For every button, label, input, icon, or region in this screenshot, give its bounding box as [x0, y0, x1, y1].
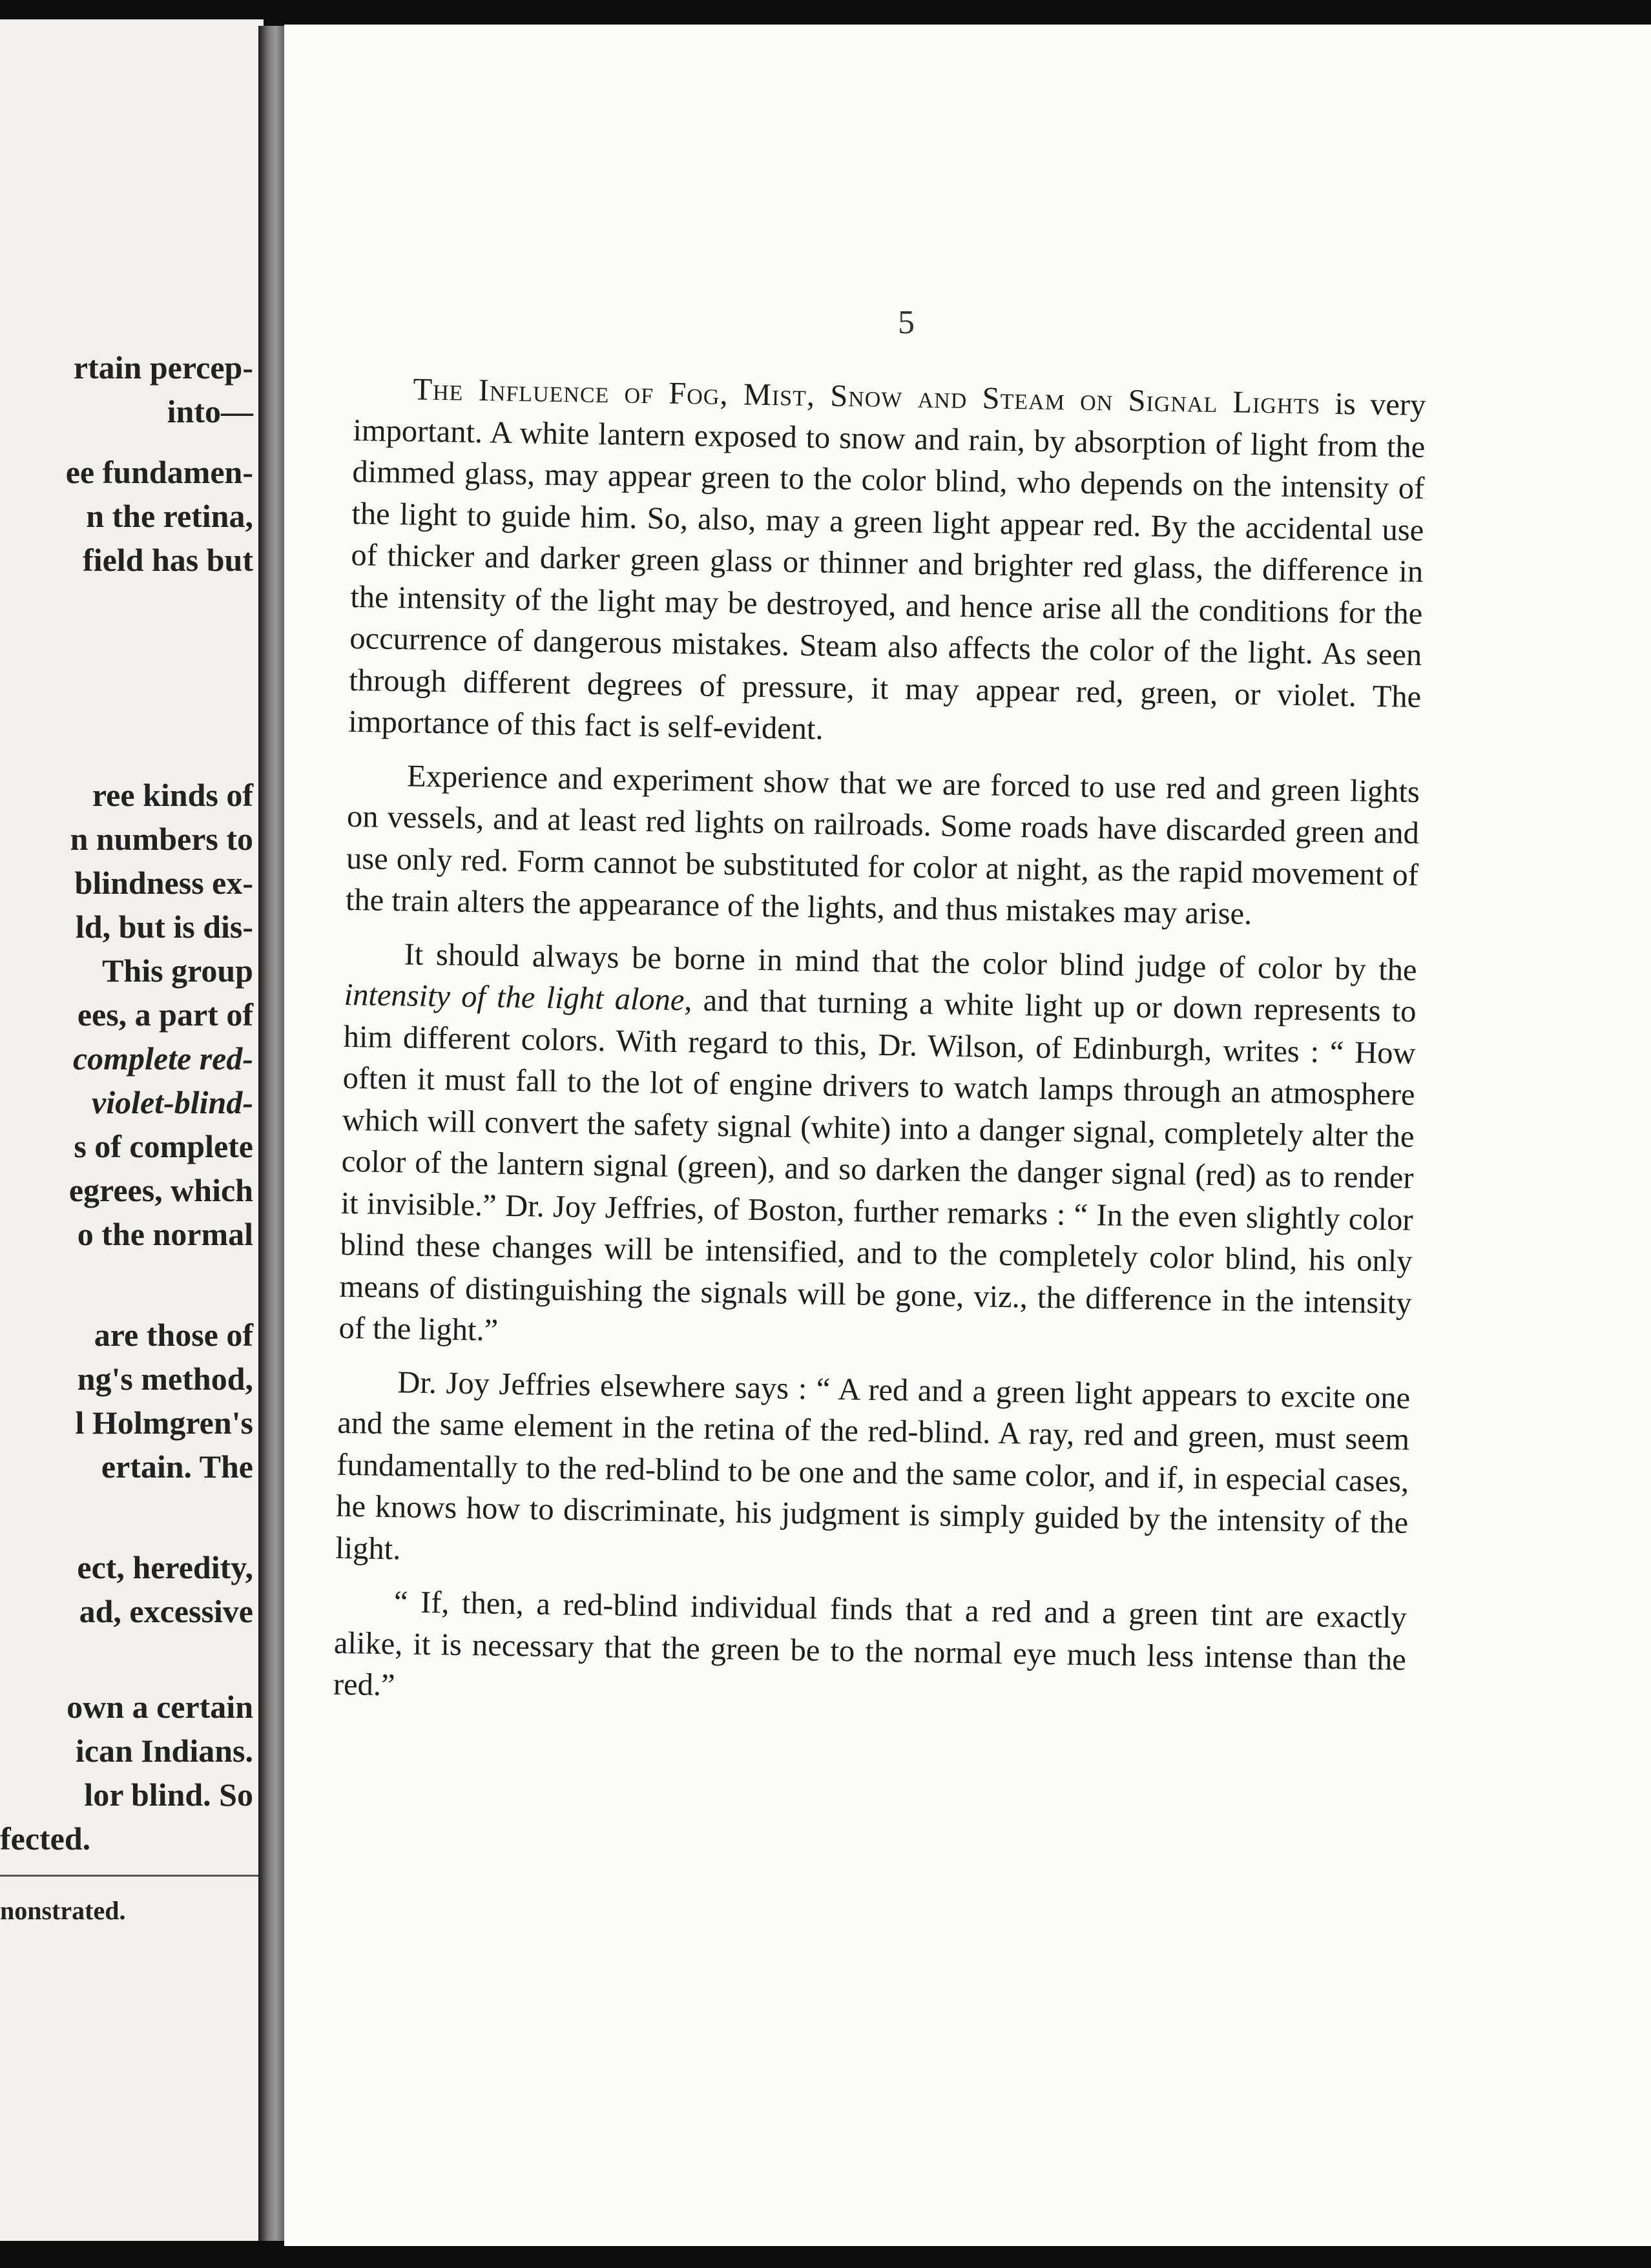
paragraph-1-text: is very important. A white lantern exposed to snow and rain, by absorption of light from the dimmed glass, may appear green to the color blind, who depends on the intensity of the light to guide him. So, also, may a green light appear red. By the accidental use of thicker and darker green glass or thinner and brighter red glass, the difference in the intensity of the light may be destroyed, and hence arise all the conditions for the occurrence of dangerous mistakes. Steam also affects the color of the light. As seen through different degrees of pressure, it may appear red, green, or violet. The importance of this fact is self-evident.	[348, 386, 1426, 747]
left-line: ican Indians.	[75, 1733, 253, 1769]
paragraph-5: “ If, then, a red-blind individual finds that a red and a green tint are exactly alike, it is necessary that the green be to the normal eye much less intense than the red.”	[333, 1585, 1407, 1703]
left-line: o the normal	[77, 1216, 253, 1252]
left-footnote: nonstrated.	[0, 1896, 126, 1925]
paragraph-3-rest: , and that turning a white light up or down represents to him different colors. With regard to this, Dr. Wilson, of Edinburgh, writes : “ How often it must fall to the lot of engine drivers to watch lamps through an atmosphere which will convert the safety signal (white) into a danger signal, completely alter the color of the lantern signal (green), and so darken the danger signal (red) as to render it invisible.” Dr. Joy Jeffries, of Boston, further remarks : “ In the even slightly color blind these changes will be intensified, and to the completely color blind, his only means of distinguishing the signals will be gone, viz., the difference in the intensity of the light.”	[338, 983, 1417, 1348]
paragraph-3-start: It should always be borne in mind that the color blind judge of color by the	[404, 936, 1417, 987]
left-line: ect, heredity,	[77, 1549, 253, 1585]
left-line: rtain percep-	[73, 349, 253, 386]
left-line: n numbers to	[70, 821, 253, 857]
left-line: into—	[167, 393, 253, 429]
left-line: l Holmgren's	[75, 1405, 253, 1441]
left-line: This group	[102, 953, 253, 989]
left-line: n the retina,	[86, 498, 253, 534]
left-line: ertain. The	[101, 1448, 253, 1485]
paragraph-2: Experience and experiment show that we are forced to use red and green lights on vessels, and at least red lights on railroads. Some roads have discarded green and use only red. Form cannot be substituted for color at night, as the rapid movement of the train alters the appearance of the lights, and thus mistakes may arise.	[345, 758, 1420, 931]
left-line: ad, excessive	[79, 1593, 253, 1629]
footnote-rule	[0, 1875, 264, 1877]
left-line: lor blind. So	[84, 1777, 253, 1813]
left-line: ree kinds of	[92, 777, 253, 813]
left-line: ng's method,	[77, 1361, 253, 1397]
left-line: ees, a part of	[77, 996, 253, 1033]
left-line: field has but	[83, 542, 253, 578]
left-line: fected.	[0, 1820, 91, 1857]
left-line: blindness ex-	[74, 865, 253, 901]
page-number: 5	[898, 304, 915, 341]
left-line: are those of	[94, 1317, 253, 1353]
emphasis-text: intensity of the light alone	[344, 977, 685, 1018]
left-line: ld, but is dis-	[75, 909, 253, 945]
paragraph-4: Dr. Joy Jeffries elsewhere says : “ A red and a green light appears to excite one and the same element in the retina of the red-blind. A ray, red and green, must seem fundamentally to the red-blind to be one and the same color, and if, in especial cases, he knows how to discriminate, his judgment is simply guided by the intensity of the light.	[335, 1365, 1411, 1566]
paragraph-1	[348, 368, 1426, 760]
left-line: s of complete	[74, 1128, 253, 1164]
paragraph-3	[338, 933, 1417, 1366]
binding-gutter	[258, 26, 287, 2241]
left-line: complete red-	[72, 1040, 253, 1077]
section-heading: The Influence of Fog, Mist, Snow and Steam on Signal Lights	[413, 372, 1321, 421]
left-line: egrees, which	[68, 1172, 253, 1208]
left-line: ee fundamen-	[65, 454, 253, 490]
facing-page-fragment	[0, 19, 264, 2241]
body-text	[333, 368, 1426, 1734]
left-line: violet-blind-	[92, 1084, 253, 1120]
left-line: own a certain	[67, 1689, 253, 1725]
